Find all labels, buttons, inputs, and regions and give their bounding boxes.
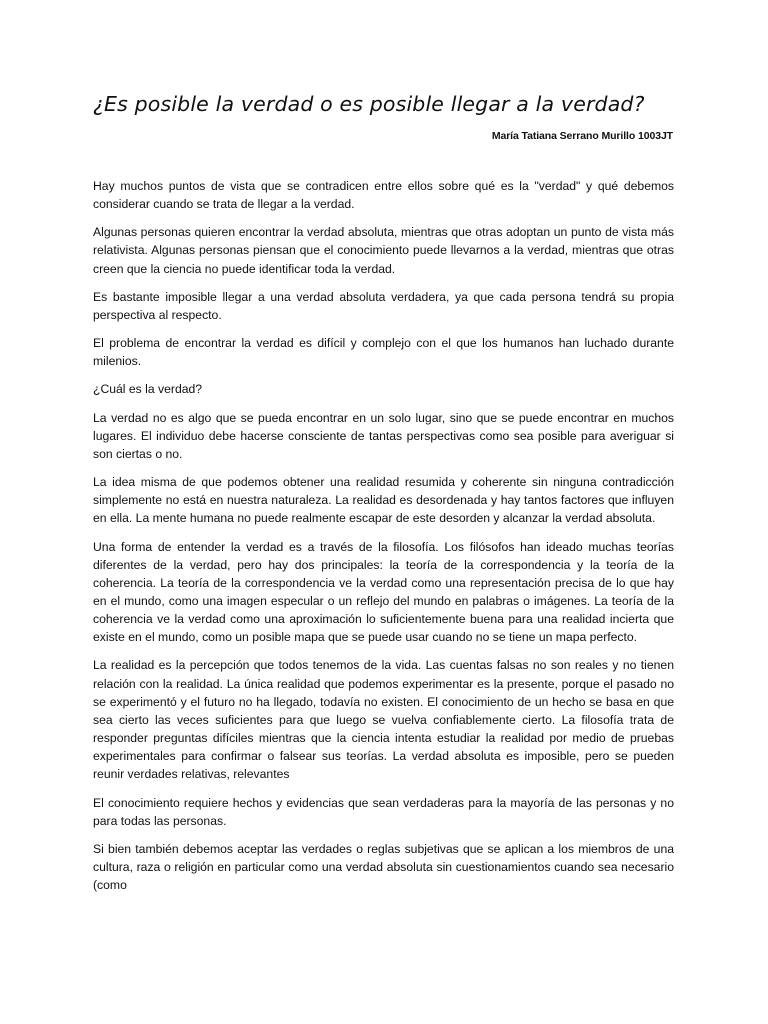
paragraph: Una forma de entender la verdad es a través de la filosofía. Los filósofos han ideado muchas teorías diferentes de la verdad, pero hay dos principales: la teoría de la correspondencia y la teoría de la coherencia. La teoría de la correspondencia ve la verdad como una representación precisa de lo que hay en el mundo, como una imagen especular o un reflejo del mundo en palabras o imágenes. La teoría de la coherencia ve la verdad como una aproximación lo suficientemente buena para una realidad incierta que existe en el mundo, como un posible mapa que se puede usar cuando no se tiene un mapa perfecto. (93, 539, 674, 645)
paragraph: La verdad no es algo que se pueda encontrar en un solo lugar, sino que se puede encontrar en muchos lugares. El individuo debe hacerse consciente de tantas perspectivas como sea posible para averiguar si son ciertas o no. (93, 410, 674, 461)
document-title: ¿Es posible la verdad o es posible llegar a la verdad? (93, 92, 645, 116)
paragraph: Si bien también debemos aceptar las verdades o reglas subjetivas que se aplican a los miembros de una cultura, raza o religión en particular como una verdad absoluta sin cuestionamientos cuando sea necesario (como (93, 841, 674, 893)
paragraph: Algunas personas quieren encontrar la verdad absoluta, mientras que otras adoptan un punto de vista más relativista. Algunas personas piensan que el conocimiento puede llevarnos a la verdad, mientras que otras creen que la ciencia no puede identificar toda la verdad. (93, 225, 674, 276)
author-line: María Tatiana Serrano Murillo 1003JT (491, 130, 673, 142)
section-question: ¿Cuál es la verdad? (93, 382, 203, 397)
paragraph: El conocimiento requiere hechos y evidencias que sean verdaderas para la mayoría de las personas y no para todas las personas. (93, 795, 674, 828)
paragraph: El problema de encontrar la verdad es difícil y complejo con el que los humanos han luchado durante milenios. (93, 336, 674, 369)
document-body (93, 177, 674, 904)
paragraph: La realidad es la percepción que todos tenemos de la vida. Las cuentas falsas no son reales y no tienen relación con la realidad. La única realidad que podemos experimentar es la presente, porque el pasado no se experimentó y el futuro no ha llegado, todavía no existen. El conocimiento de un hecho se basa en que sea cierto las veces suficientes para que luego se vuelva confiablemente cierto. La filosofía trata de responder preguntas difíciles mientras que la ciencia intenta estudiar la realidad por medio de pruebas experimentales para confirmar o falsear sus teorías. La verdad absoluta es imposible, pero se pueden reunir verdades relativas, relevantes (93, 658, 674, 782)
paragraph: Hay muchos puntos de vista que se contradicen entre ellos sobre qué es la "verdad" y qué debemos considerar cuando se trata de llegar a la verdad. (93, 179, 674, 212)
paragraph: Es bastante imposible llegar a una verdad absoluta verdadera, ya que cada persona tendrá su propia perspectiva al respecto. (93, 289, 674, 322)
paragraph: La idea misma de que podemos obtener una realidad resumida y coherente sin ninguna contradicción simplemente no está en nuestra naturaleza. La realidad es desordenada y hay tantos factores que influyen en ella. La mente humana no puede realmente escapar de este desorden y alcanzar la verdad absoluta. (93, 475, 674, 526)
